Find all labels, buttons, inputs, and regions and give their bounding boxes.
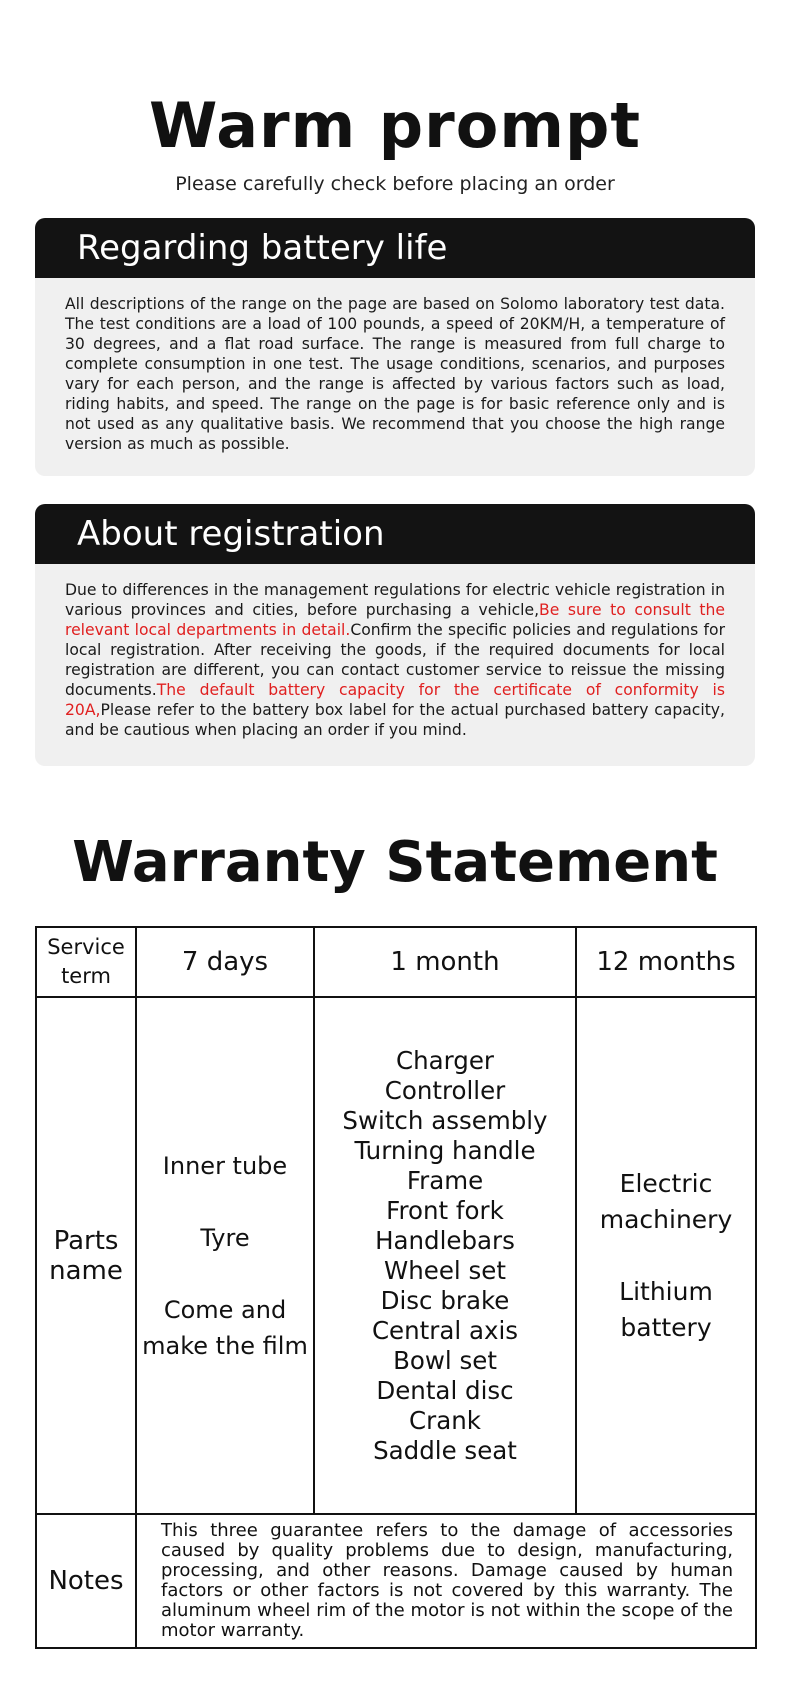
registration-warning-1: Be sure to consult the relevant local departments in detail.: [65, 601, 725, 639]
service-term-row: [36, 927, 756, 997]
service-term-label-line: term: [61, 964, 111, 988]
warranty-title: Warranty Statement: [72, 830, 718, 895]
part-item: Handlebars: [375, 1225, 515, 1255]
parts-label-line: name: [49, 1255, 123, 1286]
notes-text: This three guarantee refers to the damage of accessories caused by quality problems due to design, manufacturing, processing, and other reasons. Damage caused by human factors or other factors is not covered by this warranty. The aluminum wheel rim of the motor is not within the scope of the motor warranty.: [161, 1520, 733, 1641]
part-item: Crank: [409, 1405, 481, 1435]
registration-warning-2: The default battery capacity for the certificate of conformity is 20A,: [65, 681, 725, 719]
parts-7-days-cell: [136, 997, 314, 1514]
warranty-table: [35, 926, 757, 1649]
part-item: Disc brake: [380, 1285, 510, 1315]
registration-heading: About registration: [35, 504, 755, 564]
part-item: Lithium: [619, 1276, 713, 1306]
page-subtitle: Please carefully check before placing an order: [175, 173, 615, 195]
parts-1-month-cell: [314, 997, 576, 1514]
part-item: Saddle seat: [373, 1435, 517, 1465]
battery-life-card: [35, 218, 755, 476]
part-item: Wheel set: [384, 1255, 506, 1285]
part-item: Dental disc: [376, 1375, 514, 1405]
part-item: Electric: [619, 1168, 713, 1198]
service-term-label-line: Service: [47, 935, 125, 959]
part-item: Tyre: [200, 1223, 250, 1252]
part-item: Frame: [406, 1165, 484, 1195]
part-item: Bowl set: [393, 1345, 497, 1375]
notes-row: [36, 1514, 756, 1648]
parts-12-months-cell: [576, 997, 756, 1514]
part-item: Central axis: [371, 1315, 519, 1345]
registration-text-part-2: Confirm the specific policies and regulations for local registration. After receiving the goods, if the required documents for local registration are different, you can contact customer service to reissue the missing documents.: [65, 621, 725, 699]
registration-text: [35, 564, 755, 740]
registration-text-part-3: Please refer to the battery box label for the actual purchased battery capacity, and be cautious when placing an order if you mind.: [65, 701, 725, 739]
part-item: Switch assembly: [342, 1105, 548, 1135]
part-item: machinery: [599, 1204, 733, 1234]
registration-text-part-1: Due to differences in the management regulations for electric vehicle registration in various provinces and cities, before purchasing a vehicle,: [65, 581, 725, 619]
notes-label: Notes: [36, 1514, 136, 1648]
battery-life-text: All descriptions of the range on the page are based on Solomo laboratory test data. The test conditions are a load of 100 pounds, a speed of 20KM/H, a temperature of 30 degrees, and a flat road surface. The range is measured from full charge to complete consumption in one test. The usage conditions, scenarios, and purposes vary for each person, and the range is affected by various factors such as load, riding habits, and speed. The range on the page is for basic reference only and is not used as any qualitative basis. We recommend that you choose the high range version as much as possible.: [65, 295, 725, 453]
term-12-months: 12 months: [576, 927, 756, 997]
registration-card: [35, 504, 755, 766]
battery-life-heading: Regarding battery life: [35, 218, 755, 278]
part-item: Charger: [396, 1045, 494, 1075]
parts-row: [36, 997, 756, 1514]
term-7-days: 7 days: [136, 927, 314, 997]
parts-label-line: Parts: [53, 1225, 119, 1256]
notes-cell: [136, 1514, 756, 1648]
part-item: make the film: [142, 1331, 308, 1360]
part-item: Turning handle: [354, 1135, 536, 1165]
part-item: Front fork: [386, 1195, 504, 1225]
part-item: Come and: [163, 1295, 287, 1324]
page-title: Warm prompt: [149, 89, 641, 162]
part-item: Controller: [384, 1075, 506, 1105]
part-item: Inner tube: [162, 1151, 288, 1180]
part-item: battery: [620, 1312, 712, 1342]
term-1-month: 1 month: [314, 927, 576, 997]
parts-name-label: [36, 997, 136, 1514]
service-term-label: [36, 927, 136, 997]
